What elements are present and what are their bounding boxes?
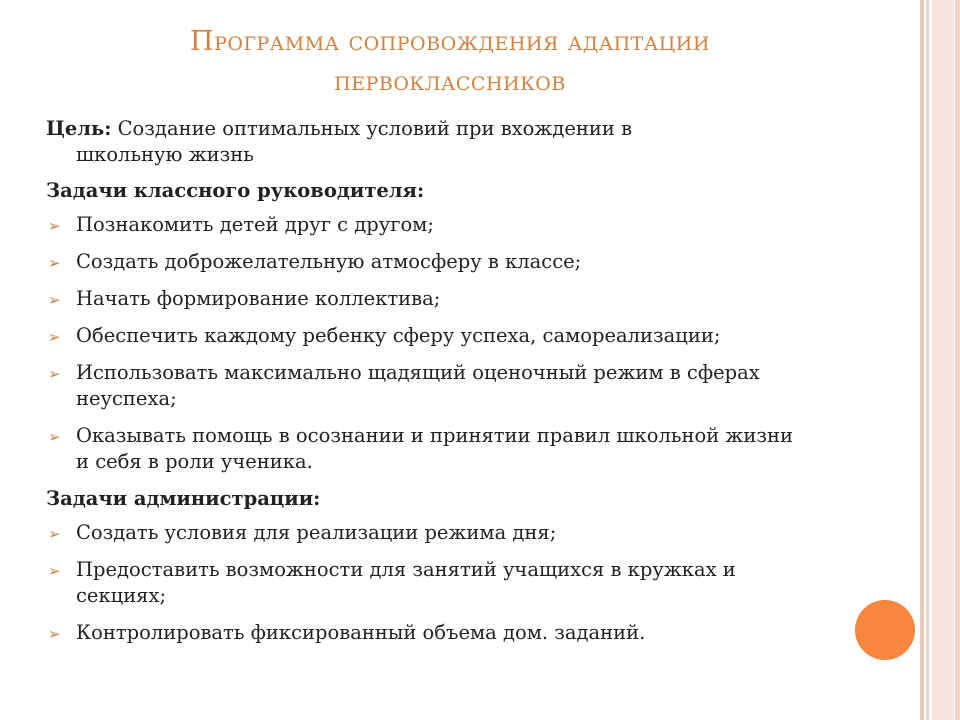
slide-title xyxy=(40,22,860,102)
teacher-tasks-list xyxy=(46,212,806,475)
list-item-text: Оказывать помощь в осознании и принятии правил школьной жизни и себя в роли ученика. xyxy=(76,424,793,473)
stripe xyxy=(955,0,960,720)
list-item-text: Контролировать фиксированный объема дом. заданий. xyxy=(76,621,646,644)
decorative-circle xyxy=(855,600,915,660)
goal-text-continuation: школьную жизнь xyxy=(76,143,254,166)
list-item xyxy=(46,360,806,412)
list-item-text: Познакомить детей друг с другом; xyxy=(76,213,434,236)
list-item-text: Использовать максимально щадящий оценочный режим в сферах неуспеха; xyxy=(76,361,760,410)
arrow-bullet-icon: ➢ xyxy=(48,525,61,543)
list-item xyxy=(46,286,806,312)
list-item-text: Создать условия для реализации режима дня; xyxy=(76,521,557,544)
decorative-stripes xyxy=(920,0,960,720)
arrow-bullet-icon: ➢ xyxy=(48,365,61,383)
arrow-bullet-icon: ➢ xyxy=(48,328,61,346)
arrow-bullet-icon: ➢ xyxy=(48,254,61,272)
slide-body xyxy=(46,116,806,657)
list-item xyxy=(46,212,806,238)
list-item-text: Создать доброжелательную атмосферу в классе; xyxy=(76,250,582,273)
list-item xyxy=(46,520,806,546)
title-line-1: Программа сопровождения адаптации xyxy=(190,26,710,57)
list-item-text: Обеспечить каждому ребенку сферу успеха, самореализации; xyxy=(76,324,721,347)
list-item xyxy=(46,249,806,275)
stripe xyxy=(926,0,929,720)
stripe xyxy=(932,0,954,720)
admin-tasks-list xyxy=(46,520,806,646)
teacher-tasks-heading: Задачи классного руководителя: xyxy=(46,179,425,202)
stripe xyxy=(920,0,924,720)
title-line-2: первоклассников xyxy=(334,66,566,97)
list-item xyxy=(46,620,806,646)
list-item-text: Предоставить возможности для занятий учащихся в кружках и секциях; xyxy=(76,558,736,607)
goal-text: Создание оптимальных условий при вхождении в xyxy=(117,117,633,140)
arrow-bullet-icon: ➢ xyxy=(48,625,61,643)
admin-tasks-heading: Задачи администрации: xyxy=(46,487,321,510)
goal-label: Цель: xyxy=(46,117,112,140)
arrow-bullet-icon: ➢ xyxy=(48,217,61,235)
list-item xyxy=(46,423,806,475)
arrow-bullet-icon: ➢ xyxy=(48,428,61,446)
arrow-bullet-icon: ➢ xyxy=(48,291,61,309)
goal-paragraph xyxy=(46,116,806,168)
list-item xyxy=(46,557,806,609)
arrow-bullet-icon: ➢ xyxy=(48,562,61,580)
list-item-text: Начать формирование коллектива; xyxy=(76,287,441,310)
list-item xyxy=(46,323,806,349)
